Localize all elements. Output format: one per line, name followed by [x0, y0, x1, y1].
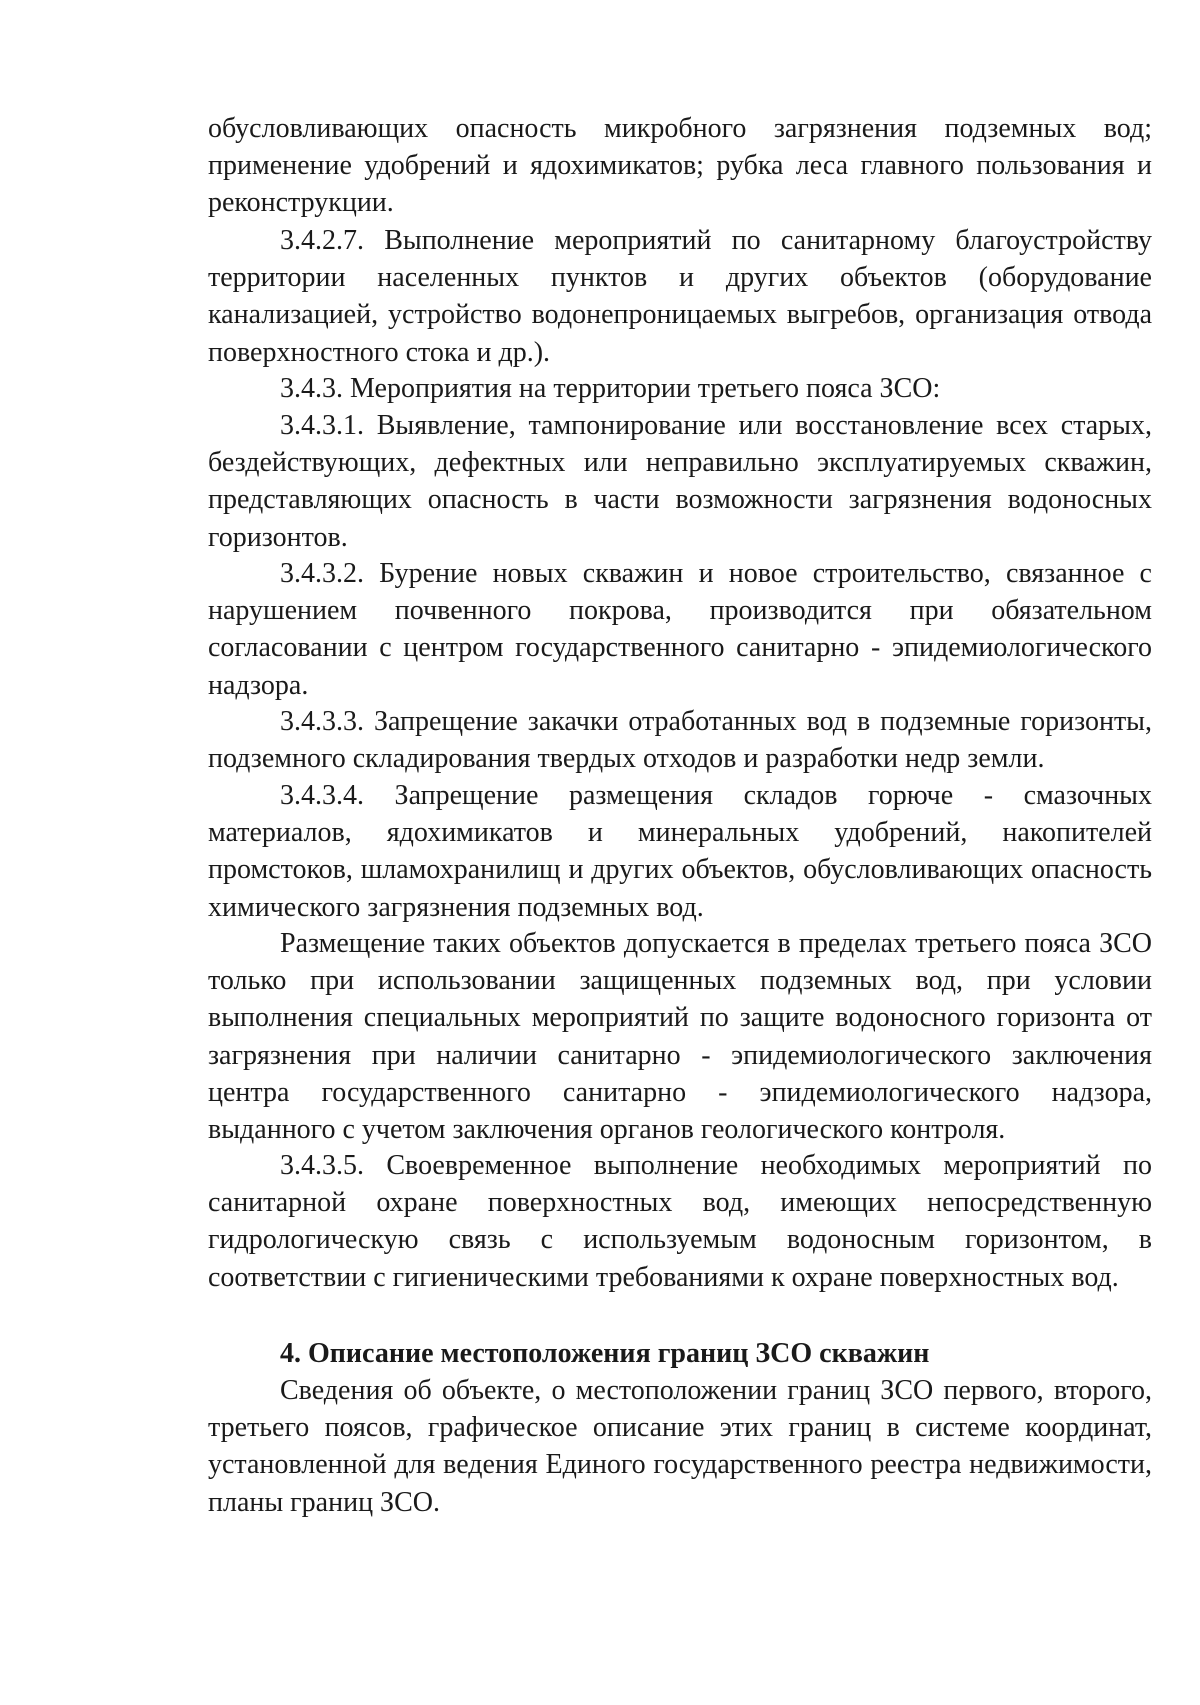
section-heading: 4. Описание местоположения границ ЗСО скважин	[280, 1338, 930, 1369]
section-paragraph: Сведения об объекте, о местоположении границ ЗСО первого, второго, третьего поясов, графическое описание этих границ в системе координат, установленной для ведения Единого государственного реестра недвижимости, планы границ ЗСО.	[208, 1375, 1152, 1518]
paragraph-3-4-3: 3.4.3. Мероприятия на территории третьего пояса ЗСО:	[280, 373, 941, 404]
paragraph-continuation: обусловливающих опасность микробного загрязнения подземных вод; применение удобрений и ядохимикатов; рубка леса главного пользования и реконструкции.	[208, 113, 1152, 219]
paragraph-placement: Размещение таких объектов допускается в пределах третьего пояса ЗСО только при использовании защищенных подземных вод, при условии выполнения специальных мероприятий по защите водоносного горизонта от загрязнения при наличии санитарно - эпидемиологического заключения центра государственного санитарно - эпидемиологического надзора, выданного с учетом заключения органов геологического контроля.	[208, 928, 1152, 1146]
paragraph-3-4-2-7: 3.4.2.7. Выполнение мероприятий по санитарному благоустройству территории населенных пунктов и других объектов (оборудование канализацией, устройство водонепроницаемых выгребов, организация отвода поверхностного стока и др.).	[208, 225, 1152, 368]
paragraph-3-4-3-3: 3.4.3.3. Запрещение закачки отработанных вод в подземные горизонты, подземного складирования твердых отходов и разработки недр земли.	[208, 706, 1152, 775]
paragraph-3-4-3-5: 3.4.3.5. Своевременное выполнение необходимых мероприятий по санитарной охране поверхностных вод, имеющих непосредственную гидрологическую связь с используемым водоносным горизонтом, в соответствии с гигиеническими требованиями к охране поверхностных вод.	[208, 1150, 1152, 1293]
paragraph-3-4-3-1: 3.4.3.1. Выявление, тампонирование или восстановление всех старых, бездействующих, дефектных или неправильно эксплуатируемых скважин, представляющих опасность в части возможности загрязнения водоносных горизонтов.	[208, 410, 1152, 553]
paragraph-3-4-3-2: 3.4.3.2. Бурение новых скважин и новое строительство, связанное с нарушением почвенного покрова, производится при обязательном согласовании с центром государственного санитарно - эпидемиологического надзора.	[208, 558, 1152, 701]
paragraph-3-4-3-4: 3.4.3.4. Запрещение размещения складов горюче - смазочных материалов, ядохимикатов и минеральных удобрений, накопителей промстоков, шламохранилищ и других объектов, обусловливающих опасность химического загрязнения подземных вод.	[208, 780, 1152, 923]
